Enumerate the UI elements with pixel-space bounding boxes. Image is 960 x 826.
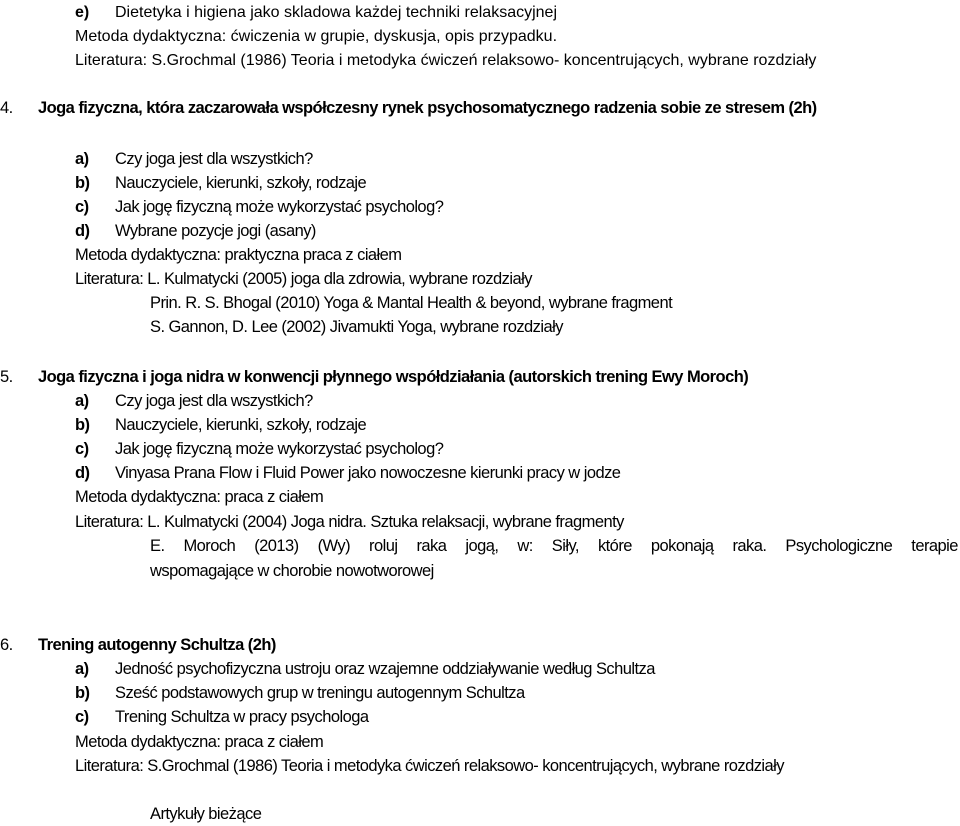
section-5-item-a-text: Czy joga jest dla wszystkich? bbox=[115, 392, 313, 410]
section-4-method: Metoda dydaktyczna: praktyczna praca z ciałem bbox=[75, 246, 402, 264]
section-5-item-a-marker: a) bbox=[75, 392, 89, 410]
section-5-literature-2-word: roluj bbox=[369, 537, 398, 555]
section-5-literature-2 bbox=[150, 536, 958, 556]
section-6-literature: Literatura: S.Grochmal (1986) Teoria i metodyka ćwiczeń relaksowo- koncentrujących, wybrane rozdziały bbox=[75, 757, 784, 775]
section-6-title: Trening autogenny Schultza (2h) bbox=[38, 636, 276, 654]
section-5-item-d-text: Vinyasa Prana Flow i Fluid Power jako nowoczesne kierunki pracy w jodze bbox=[115, 464, 621, 482]
section-6-item-c-text: Trening Schultza w pracy psychologa bbox=[115, 708, 369, 726]
section-e-method: Metoda dydaktyczna: ćwiczenia w grupie, dyskusja, opis przypadku. bbox=[75, 28, 558, 45]
section-6-item-a-marker: a) bbox=[75, 660, 89, 678]
section-5-literature-2-word: w: bbox=[517, 537, 533, 555]
section-5-item-d-marker: d) bbox=[75, 464, 90, 482]
section-5-literature-2-word: E. bbox=[150, 537, 165, 555]
section-4-title: Joga fizyczna, która zaczarowała współczesny rynek psychosomatycznego radzenia sobie ze stresem (2h) bbox=[38, 99, 817, 117]
section-5-literature-2-word: Psychologiczne bbox=[785, 537, 893, 555]
section-5-literature-2-word: jogą, bbox=[465, 537, 499, 555]
section-6-item-c-marker: c) bbox=[75, 708, 89, 726]
section-5-literature-2-word: (2013) bbox=[254, 537, 299, 555]
section-5-literature-2-word: (Wy) bbox=[317, 537, 351, 555]
section-5-item-b-text: Nauczyciele, kierunki, szkoły, rodzaje bbox=[115, 416, 367, 434]
section-5-literature-2-word: Moroch bbox=[183, 537, 236, 555]
section-5-number: 5. bbox=[0, 368, 13, 386]
section-e-literature: Literatura: S.Grochmal (1986) Teoria i metodyka ćwiczeń relaksowo- koncentrujących, wybrane rozdziały bbox=[75, 52, 817, 69]
section-e-title: Dietetyka i higiena jako skladowa każdej techniki relaksacyjnej bbox=[115, 4, 558, 21]
section-e-marker: e) bbox=[75, 4, 90, 21]
section-6-item-a-text: Jedność psychofizyczna ustroju oraz wzajemne oddziaływanie według Schultza bbox=[115, 660, 655, 678]
section-5-literature-2-word: terapie bbox=[911, 537, 958, 555]
section-6-item-b-text: Sześć podstawowych grup w treningu autogennym Schultza bbox=[115, 684, 525, 702]
section-4-literature-3: S. Gannon, D. Lee (2002) Jivamukti Yoga, wybrane rozdziały bbox=[150, 318, 563, 336]
section-5-item-c-text: Jak jogę fizyczną może wykorzystać psycholog? bbox=[115, 440, 444, 458]
section-4-literature-2: Prin. R. S. Bhogal (2010) Yoga & Mantal Health & beyond, wybrane fragment bbox=[150, 294, 673, 312]
section-5-literature-2-word: raka bbox=[416, 537, 447, 555]
section-4-item-b-marker: b) bbox=[75, 174, 90, 192]
section-4-item-c-marker: c) bbox=[75, 198, 89, 216]
section-4-item-d-text: Wybrane pozycje jogi (asany) bbox=[115, 222, 316, 240]
section-4-literature: Literatura: L. Kulmatycki (2005) joga dla zdrowia, wybrane rozdziały bbox=[75, 270, 532, 288]
section-5-literature-2-word: pokonają bbox=[650, 537, 714, 555]
section-5-literature-2-word: Siły, bbox=[551, 537, 579, 555]
section-5-literature: Literatura: L. Kulmatycki (2004) Joga nidra. Sztuka relaksacji, wybrane fragmenty bbox=[75, 513, 624, 531]
section-4-item-c-text: Jak jogę fizyczną może wykorzystać psycholog? bbox=[115, 198, 444, 216]
section-4-item-d-marker: d) bbox=[75, 222, 90, 240]
section-5-item-b-marker: b) bbox=[75, 416, 90, 434]
footer-label: Artykuły bieżące bbox=[150, 805, 262, 823]
section-5-item-c-marker: c) bbox=[75, 440, 89, 458]
section-6-number: 6. bbox=[0, 636, 13, 654]
section-6-item-b-marker: b) bbox=[75, 684, 90, 702]
section-5-method: Metoda dydaktyczna: praca z ciałem bbox=[75, 488, 324, 506]
section-4-number: 4. bbox=[0, 99, 13, 117]
section-4-item-a-text: Czy joga jest dla wszystkich? bbox=[115, 150, 313, 168]
section-5-literature-2-cont: wspomagające w chorobie nowotworowej bbox=[150, 562, 434, 580]
section-5-literature-2-word: raka. bbox=[732, 537, 767, 555]
section-5-title: Joga fizyczna i joga nidra w konwencji płynnego współdziałania (autorskich trening Ewy Moroch) bbox=[38, 368, 749, 386]
section-5-literature-2-word: które bbox=[597, 537, 632, 555]
section-4-item-a-marker: a) bbox=[75, 150, 89, 168]
section-4-item-b-text: Nauczyciele, kierunki, szkoły, rodzaje bbox=[115, 174, 367, 192]
section-6-method: Metoda dydaktyczna: praca z ciałem bbox=[75, 733, 324, 751]
